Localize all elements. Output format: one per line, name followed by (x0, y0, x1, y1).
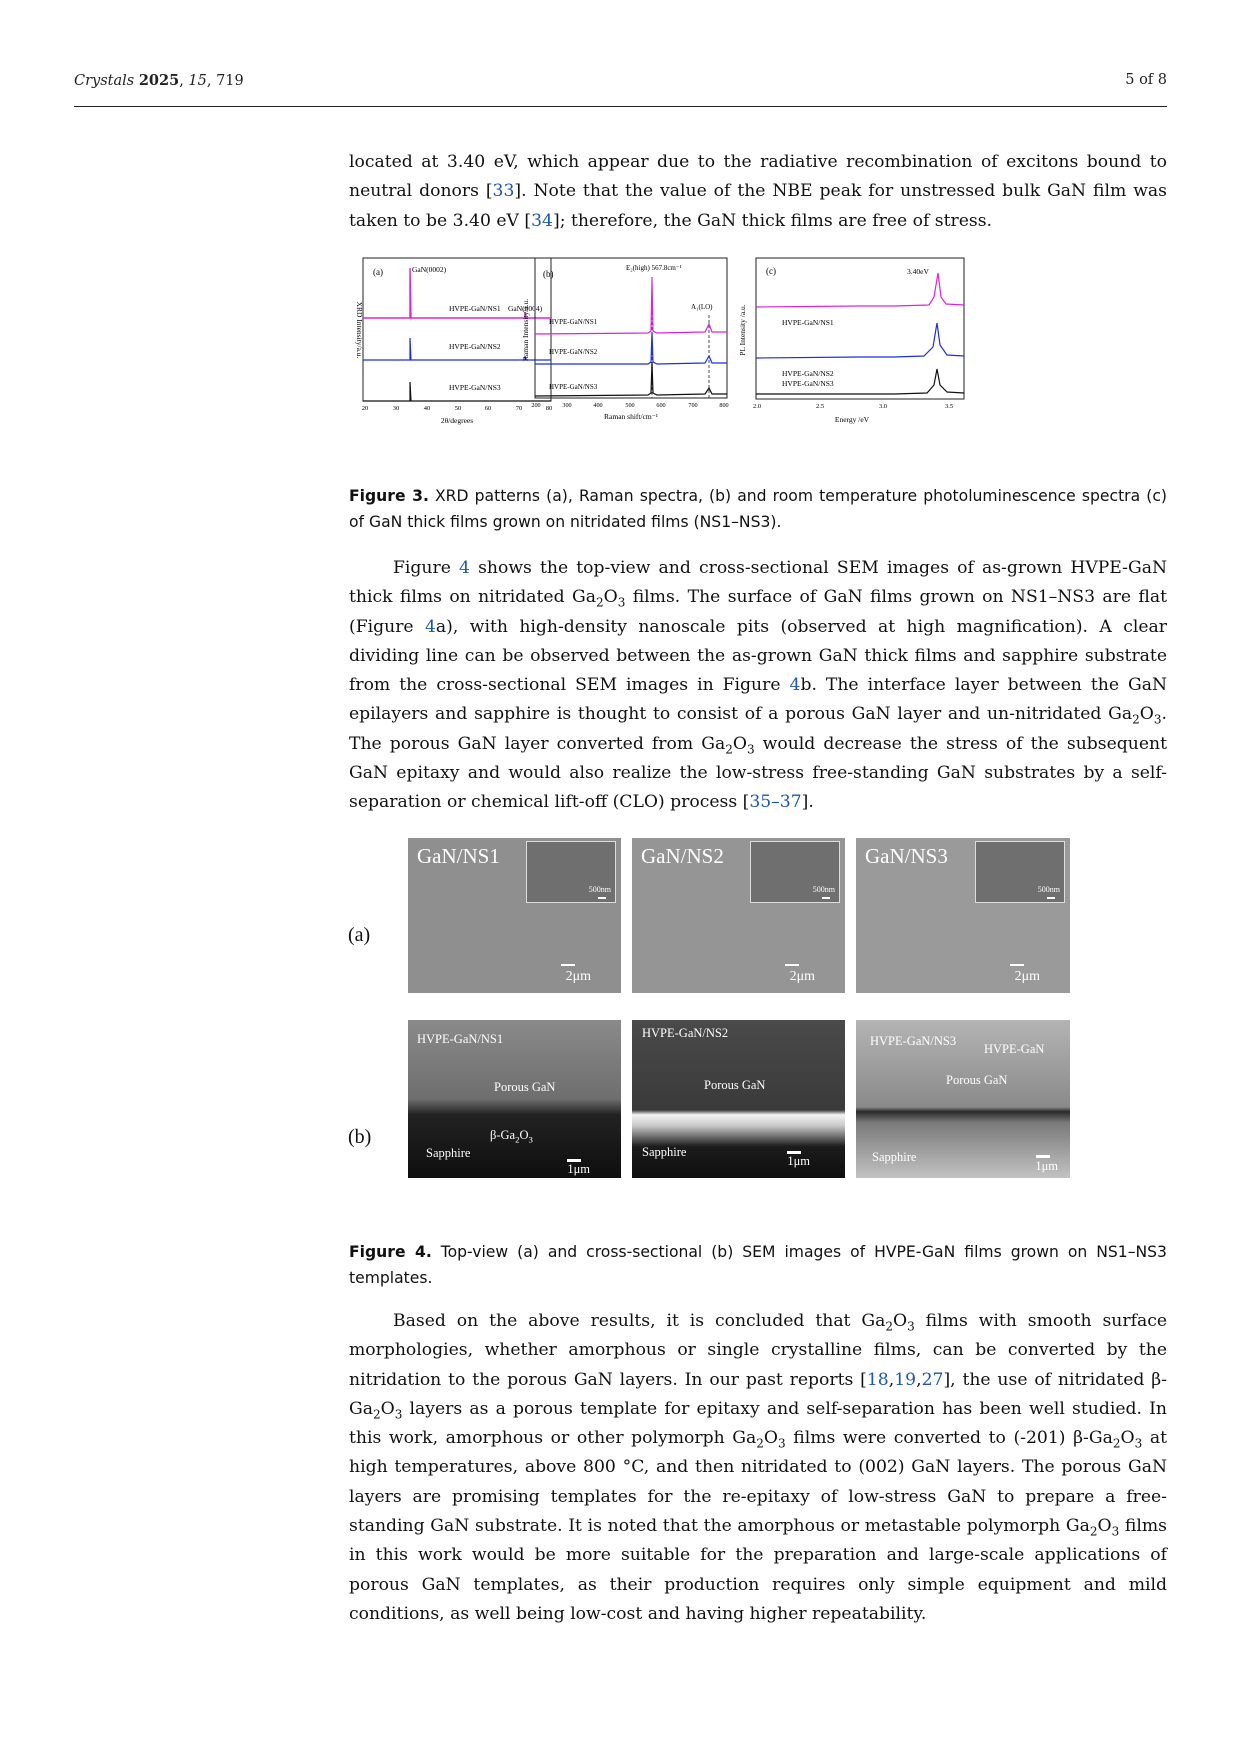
raman-series-ns1: HVPE-GaN/NS1 (549, 318, 598, 326)
raman-xtick: 800 (719, 402, 729, 409)
paragraph-1: located at 3.40 eV, which appear due to the radiative recombination of excitons bound to neutral donors [33]. Note that the value of the NBE peak for unstressed bulk GaN film was taken to be 3.40 eV [34]; therefore, the GaN thick films are free of stress. (349, 152, 1167, 231)
raman-xtick: 400 (593, 402, 603, 409)
panel-b-label: (b) (543, 269, 554, 279)
raman-xtick: 500 (625, 402, 635, 409)
xrd-ylabel: XRD Intensity/a.u. (355, 301, 364, 359)
paragraph-3: Based on the above results, it is concluded that $Ga_2O_3$ films with smooth surface morphologies, whether amorphous or single crystalline films, can be converted by the nitridation to the porous GaN layers. In our past reports [18,19,27], the use of nitridated $\beta-Ga_2O_3$ layers as a porous template for epitaxy and self-separation has been well studied. In this work, amorphous or other polymorph $Ga_2O_3$ films were converted to (-201) $\beta-Ga_2O_3$ at high temperatures, above 800 °C, and then nitridated to (002) GaN layers. The porous GaN layers are promising templates for the re-epitaxy of low-stress GaN to prepare a free-standing GaN substrate. It is noted that the amorphous or metastable polymorph $Ga_2O_3$ films in this work would be more suitable for the preparation and large-scale applications of porous GaN templates, as their production requires only simple equipment and mild conditions, as well being low-cost and having higher repeatability. (349, 1311, 1168, 1624)
figure-link[interactable]: 4 (789, 675, 801, 696)
xrd-peak1-label: GaN(0002) (412, 265, 447, 274)
row-a-label: (a) (348, 924, 371, 946)
sem-label: GaN/NS3 (865, 844, 948, 868)
raman-series-ns3: HVPE-GaN/NS3 (549, 383, 598, 391)
xrd-xtick: 70 (515, 405, 523, 412)
raman-peak1-label: E₂(high) 567.8cm⁻¹ (626, 264, 682, 272)
pl-panel (738, 258, 964, 424)
pl-xtick: 2.5 (815, 403, 825, 410)
journal-citation: Crystals 2025, 15, 719 (74, 72, 244, 89)
sem-inset: 500nm (975, 841, 1065, 903)
raman-xtick: 600 (656, 402, 666, 409)
raman-ylabel: Raman Intensity/a.u. (521, 298, 530, 362)
pl-peak-label: 3.40eV (907, 267, 929, 276)
panel-a-label: (a) (373, 267, 383, 277)
xrd-xtick: 30 (392, 405, 400, 412)
xrd-xtick: 80 (545, 405, 553, 412)
xrd-series-ns1: HVPE-GaN/NS1 (449, 304, 501, 313)
sem-top-ns1 (408, 838, 621, 993)
reference-link[interactable]: 34 (531, 210, 553, 231)
sem-cross-ns3: HVPE-GaN/NS3 HVPE-GaN Porous GaN Sapphire 1μm (856, 1020, 1070, 1178)
page-number: 5 of 8 (1125, 72, 1167, 88)
reference-link[interactable]: 18 (866, 1369, 889, 1390)
pl-trace-ns1 (756, 273, 964, 307)
xrd-xtick: 40 (423, 405, 431, 412)
raman-panel (521, 258, 729, 421)
xrd-xtick: 20 (361, 405, 369, 412)
sem-inset: 500nm (526, 841, 616, 903)
pl-ylabel: PL Intensity /a.u. (738, 304, 747, 356)
raman-xlabel: Raman shift/cm⁻¹ (604, 412, 658, 421)
figure-3-caption: Figure 3. XRD patterns (a), Raman spectra, (b) and room temperature photoluminescence spectra (c) of GaN thick films grown on nitridated films (NS1–NS3). (349, 487, 1167, 531)
sem-cross-ns1: HVPE-GaN/NS1 Porous GaN $\beta-Ga_2O_3$ Sapphire 1μm (408, 1020, 621, 1178)
sem-cross-ns2: HVPE-GaN/NS2 Porous GaN Sapphire 1μm (632, 1020, 845, 1178)
pl-trace-ns2 (756, 323, 964, 358)
xrd-peak2-label: GaN(0004) (508, 304, 543, 313)
raman-xtick: 300 (562, 402, 572, 409)
sem-top-ns3 (856, 838, 1070, 993)
figure-4 (340, 838, 1170, 1223)
xrd-series-ns3: HVPE-GaN/NS3 (449, 383, 501, 392)
pl-series-ns3: HVPE-GaN/NS3 (782, 379, 834, 388)
xrd-xlabel: 2θ/degrees (440, 416, 474, 425)
xrd-xtick: 50 (454, 405, 462, 412)
pl-series-ns2: HVPE-GaN/NS2 (782, 369, 834, 378)
reference-link[interactable]: 19 (894, 1369, 917, 1390)
xrd-series-ns2: HVPE-GaN/NS2 (449, 342, 501, 351)
reference-link[interactable]: 27 (921, 1369, 944, 1390)
scale-bar: 2μm (565, 969, 591, 984)
figure-3-charts (349, 255, 1167, 475)
reference-link[interactable]: 33 (492, 181, 515, 202)
sem-label: GaN/NS1 (417, 844, 500, 868)
figure-3 (349, 255, 1167, 475)
scale-bar: 2μm (1014, 969, 1040, 984)
pl-xtick: 2.0 (752, 403, 762, 410)
pl-xtick: 3.5 (944, 403, 954, 410)
raman-peak2-label: A₁(LO) (691, 303, 713, 311)
raman-xtick: 700 (688, 402, 698, 409)
page-header (74, 70, 1167, 107)
pl-xlabel: Energy /eV (834, 415, 870, 424)
sem-top-ns2 (632, 838, 845, 993)
panel-c-label: (c) (766, 266, 776, 276)
figure-link[interactable]: 4 (459, 558, 470, 578)
pl-series-ns1: HVPE-GaN/NS1 (782, 318, 834, 327)
raman-xtick: 200 (531, 402, 541, 409)
sem-label: GaN/NS2 (641, 844, 724, 868)
xrd-xtick: 60 (484, 405, 492, 412)
sem-inset: 500nm (750, 841, 840, 903)
raman-series-ns2: HVPE-GaN/NS2 (549, 348, 598, 356)
scale-bar: 2μm (789, 969, 815, 984)
paragraph-2: Figure 4 shows the top-view and cross-sectional SEM images of as-grown HVPE-GaN thick films on nitridated $Ga_2O_3$ films. The surface of GaN films grown on NS1–NS3 are flat (Figure 4a), with high-density nanoscale pits (observed at high magnification). A clear dividing line can be observed between the as-grown GaN thick films and sapphire substrate from the cross-sectional SEM images in Figure 4b. The interface layer between the GaN epilayers and sapphire is thought to consist of a porous GaN layer and un-nitridated $Ga_2O_3$. The porous GaN layer converted from $Ga_2O_3$ would decrease the stress of the subsequent GaN epitaxy and would also realize the low-stress free-standing GaN substrates by a self-separation or chemical lift-off (CLO) process [35–37]. (349, 558, 1167, 813)
pl-xtick: 3.0 (878, 403, 888, 410)
figure-4-caption: Figure 4. Top-view (a) and cross-sectional (b) SEM images of HVPE-GaN films grown on NS1–NS3 templates. (349, 1243, 1167, 1287)
figure-link[interactable]: 4 (424, 616, 436, 637)
row-b-label: (b) (348, 1126, 372, 1148)
reference-link[interactable]: 35–37 (749, 792, 802, 813)
